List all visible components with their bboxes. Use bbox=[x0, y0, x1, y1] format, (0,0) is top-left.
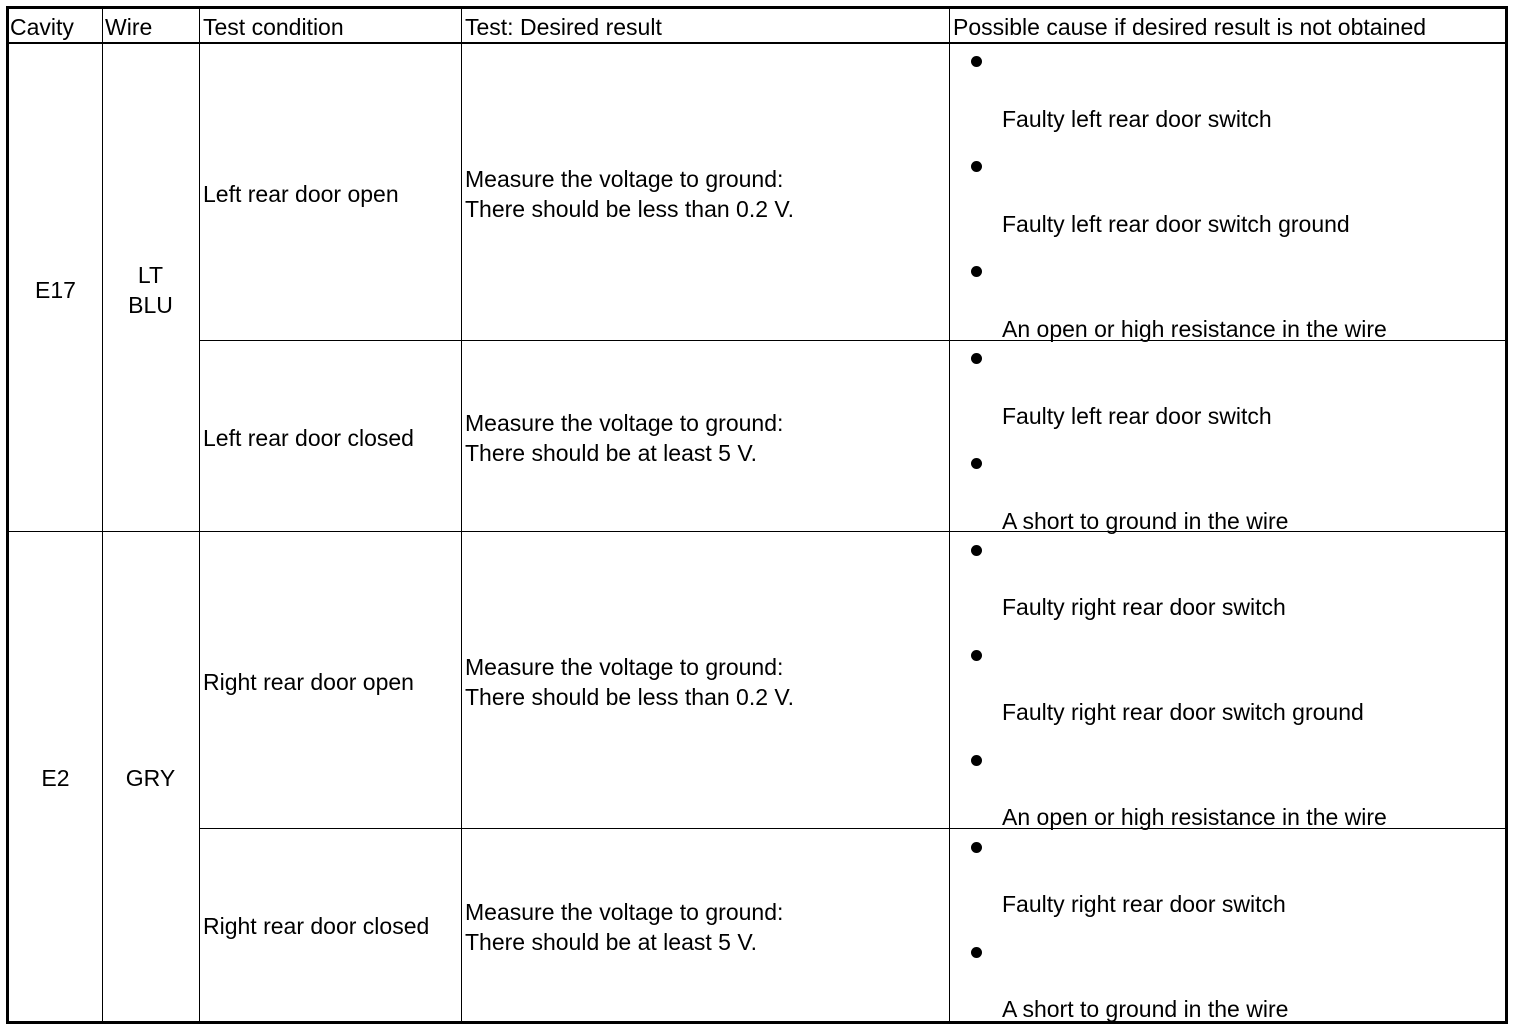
test-condition-cell: Left rear door open bbox=[203, 181, 399, 207]
cavity-cell: E17 bbox=[35, 277, 76, 303]
cause-item: A short to ground in the wire bbox=[1002, 508, 1289, 534]
test-condition-cell: Right rear door open bbox=[203, 669, 414, 695]
cause-item: Faulty right rear door switch bbox=[1002, 891, 1286, 917]
column-divider bbox=[102, 9, 103, 1021]
test-condition-cell: Left rear door closed bbox=[203, 425, 414, 451]
desired-result-line: There should be less than 0.2 V. bbox=[465, 684, 795, 710]
desired-result-line: There should be less than 0.2 V. bbox=[465, 196, 795, 222]
desired-result-line: Measure the voltage to ground: bbox=[465, 899, 784, 925]
cause-item: Faulty left rear door switch bbox=[1002, 403, 1272, 429]
bullet-icon bbox=[971, 266, 982, 277]
header-divider bbox=[9, 42, 1505, 44]
column-divider bbox=[199, 9, 200, 1021]
wire-cell: GRY bbox=[125, 765, 176, 791]
bullet-icon bbox=[971, 161, 982, 172]
cause-item: An open or high resistance in the wire bbox=[1002, 804, 1387, 830]
bullet-icon bbox=[971, 353, 982, 364]
desired-result-line: Measure the voltage to ground: bbox=[465, 410, 784, 436]
desired-result-line: There should be at least 5 V. bbox=[465, 929, 757, 955]
cause-item: An open or high resistance in the wire bbox=[1002, 316, 1387, 342]
header-possible-cause: Possible cause if desired result is not obtained bbox=[953, 14, 1427, 40]
column-divider bbox=[949, 9, 950, 1021]
bullet-icon bbox=[971, 56, 982, 67]
header-test-condition: Test condition bbox=[203, 14, 344, 40]
bullet-icon bbox=[971, 755, 982, 766]
wire-cell: LT bbox=[137, 262, 164, 288]
cause-item: Faulty right rear door switch ground bbox=[1002, 699, 1364, 725]
bullet-icon bbox=[971, 545, 982, 556]
wire-cell: BLU bbox=[128, 292, 173, 318]
cause-item: A short to ground in the wire bbox=[1002, 996, 1289, 1022]
header-wire: Wire bbox=[105, 14, 153, 40]
desired-result-line: Measure the voltage to ground: bbox=[465, 166, 784, 192]
test-condition-cell: Right rear door closed bbox=[203, 913, 430, 939]
desired-result-line: Measure the voltage to ground: bbox=[465, 654, 784, 680]
bullet-icon bbox=[971, 947, 982, 958]
bullet-icon bbox=[971, 842, 982, 853]
cavity-cell: E2 bbox=[41, 765, 70, 791]
bullet-icon bbox=[971, 458, 982, 469]
header-cavity: Cavity bbox=[10, 14, 74, 40]
cause-item: Faulty left rear door switch bbox=[1002, 106, 1272, 132]
desired-result-line: There should be at least 5 V. bbox=[465, 440, 757, 466]
header-desired-result: Test: Desired result bbox=[465, 14, 662, 40]
cause-item: Faulty right rear door switch bbox=[1002, 594, 1286, 620]
column-divider bbox=[461, 9, 462, 1021]
cause-item: Faulty left rear door switch ground bbox=[1002, 211, 1350, 237]
diagnostic-table bbox=[6, 6, 1508, 1024]
bullet-icon bbox=[971, 650, 982, 661]
